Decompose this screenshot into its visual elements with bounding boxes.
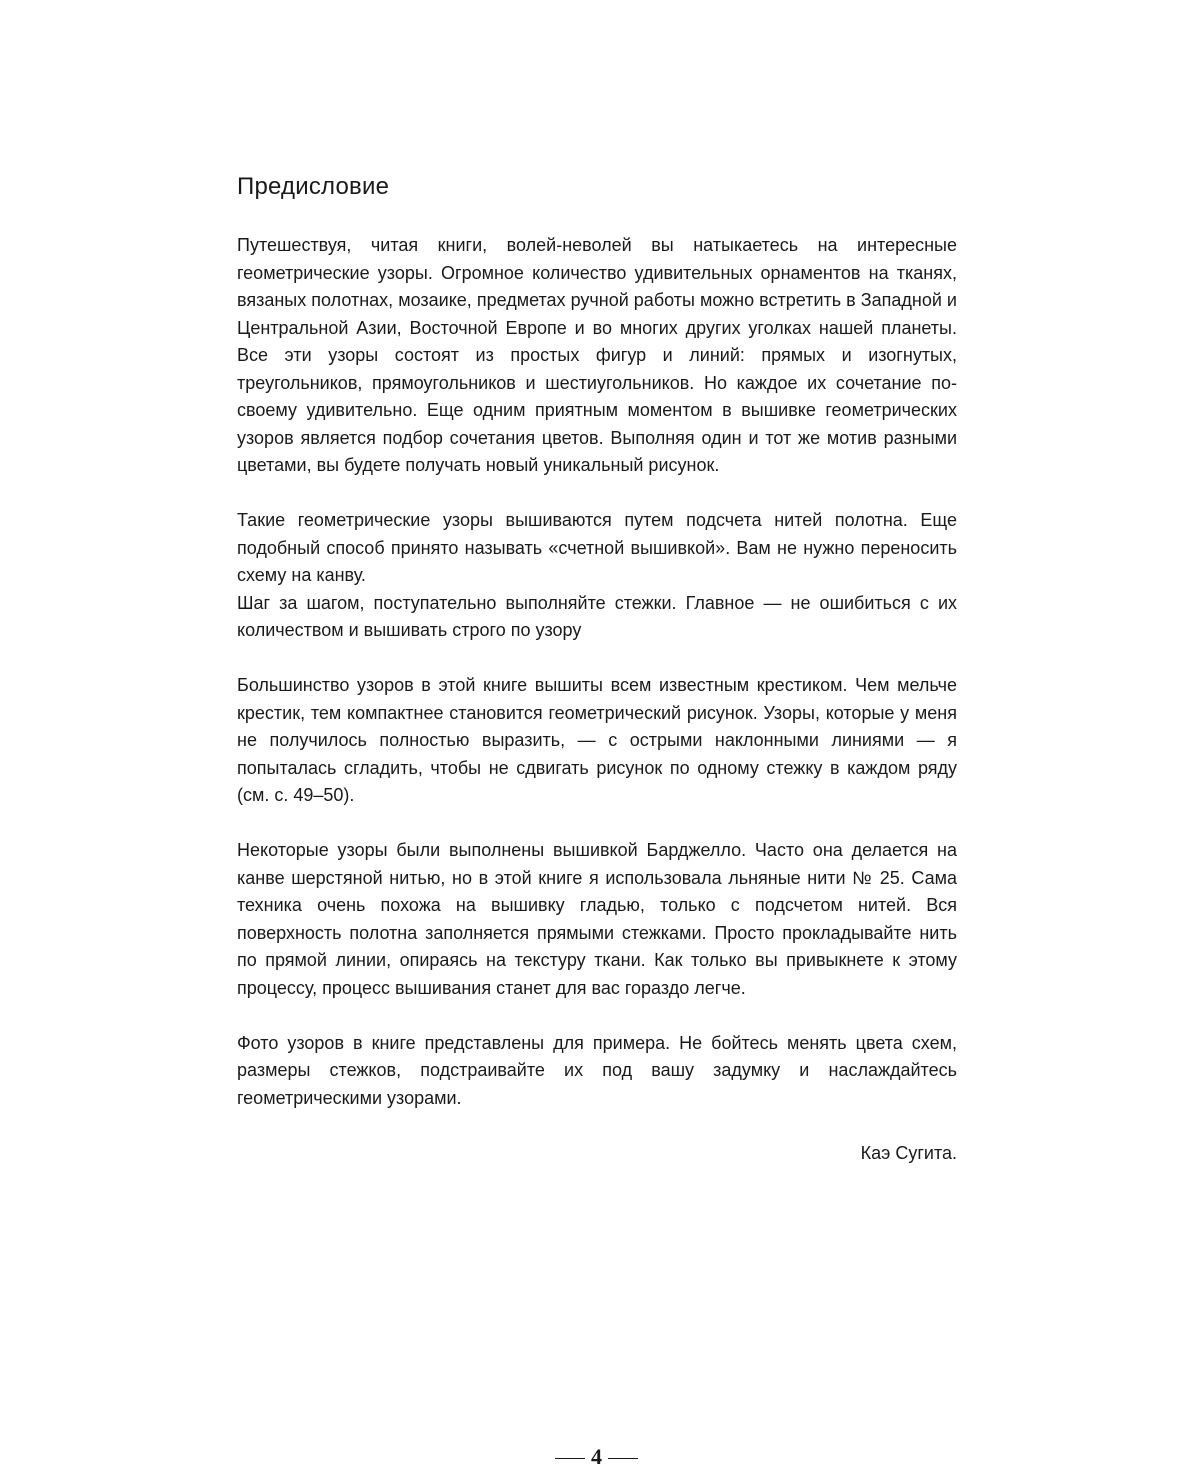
paragraph-4 xyxy=(237,837,957,1002)
footer-rule-right xyxy=(608,1458,638,1459)
paragraph-text: Такие геометрические узоры вышиваются путем подсчета нитей полотна. Еще подобный способ принято называть «счетной вышивкой». Вам не нужно переносить схему на канву. xyxy=(237,510,957,585)
paragraph-text: Большинство узоров в этой книге вышиты всем известным крестиком. Чем мельче крестик, тем компактнее становится геометрический рисунок. Узоры, которые у меня не получилось полностью выразить, — с острыми наклонными линиями — я попыталась сгладить, чтобы не сдвигать рисунок по одному стежку в каждом ряду (см. с. 49–50). xyxy=(237,675,957,805)
paragraph-2 xyxy=(237,507,957,645)
paragraph-text: Путешествуя, читая книги, волей-неволей вы натыкаетесь на интересные геометрические узоры. Огромное количество удивительных орнаментов на тканях, вязаных полотнах, мозаике, предметах ручной работы можно встретить в Западной и Центральной Азии, Восточной Европе и во многих других уголках нашей планеты. Все эти узоры состоят из простых фигур и линий: прямых и изогнутых, треугольников, прямоугольников и шестиугольников. Но каждое их сочетание по-своему удивительно. Еще одним приятным моментом в вышивке геометрических узоров является подбор сочетания цветов. Выполняя один и тот же мотив разными цветами, вы будете получать новый уникальный рисунок. xyxy=(237,235,957,475)
paragraph-text: Шаг за шагом, поступательно выполняйте стежки. Главное — не ошибиться с их количеством и вышивать строго по узору xyxy=(237,592,957,640)
page-content xyxy=(237,170,957,1167)
page-number: 4 xyxy=(591,1444,602,1469)
page-footer xyxy=(0,1444,1193,1470)
paragraph-1 xyxy=(237,232,957,480)
paragraph-5 xyxy=(237,1030,957,1113)
author-signature: Каэ Сугита. xyxy=(860,1142,957,1163)
paragraph-text: Фото узоров в книге представлены для примера. Не бойтесь менять цвета схем, размеры стежков, подстраивайте их под вашу задумку и наслаждайтесь геометрическими узорами. xyxy=(237,1032,957,1108)
paragraph-3 xyxy=(237,672,957,810)
page-title: Предисловие xyxy=(237,173,390,200)
paragraph-text: Некоторые узоры были выполнены вышивкой Барджелло. Часто она делается на канве шерстяной нитью, но в этой книге я использовала льняные нити № 25. Сама техника очень похожа на вышивку гладью, только с подсчетом нитей. Вся поверхность полотна заполняется прямыми стежками. Просто прокладывайте нить по прямой линии, опираясь на текстуру ткани. Как только вы привыкнете к этому процессу, процесс вышивания станет для вас гораздо легче. xyxy=(237,840,957,998)
footer-rule-left xyxy=(555,1458,585,1459)
